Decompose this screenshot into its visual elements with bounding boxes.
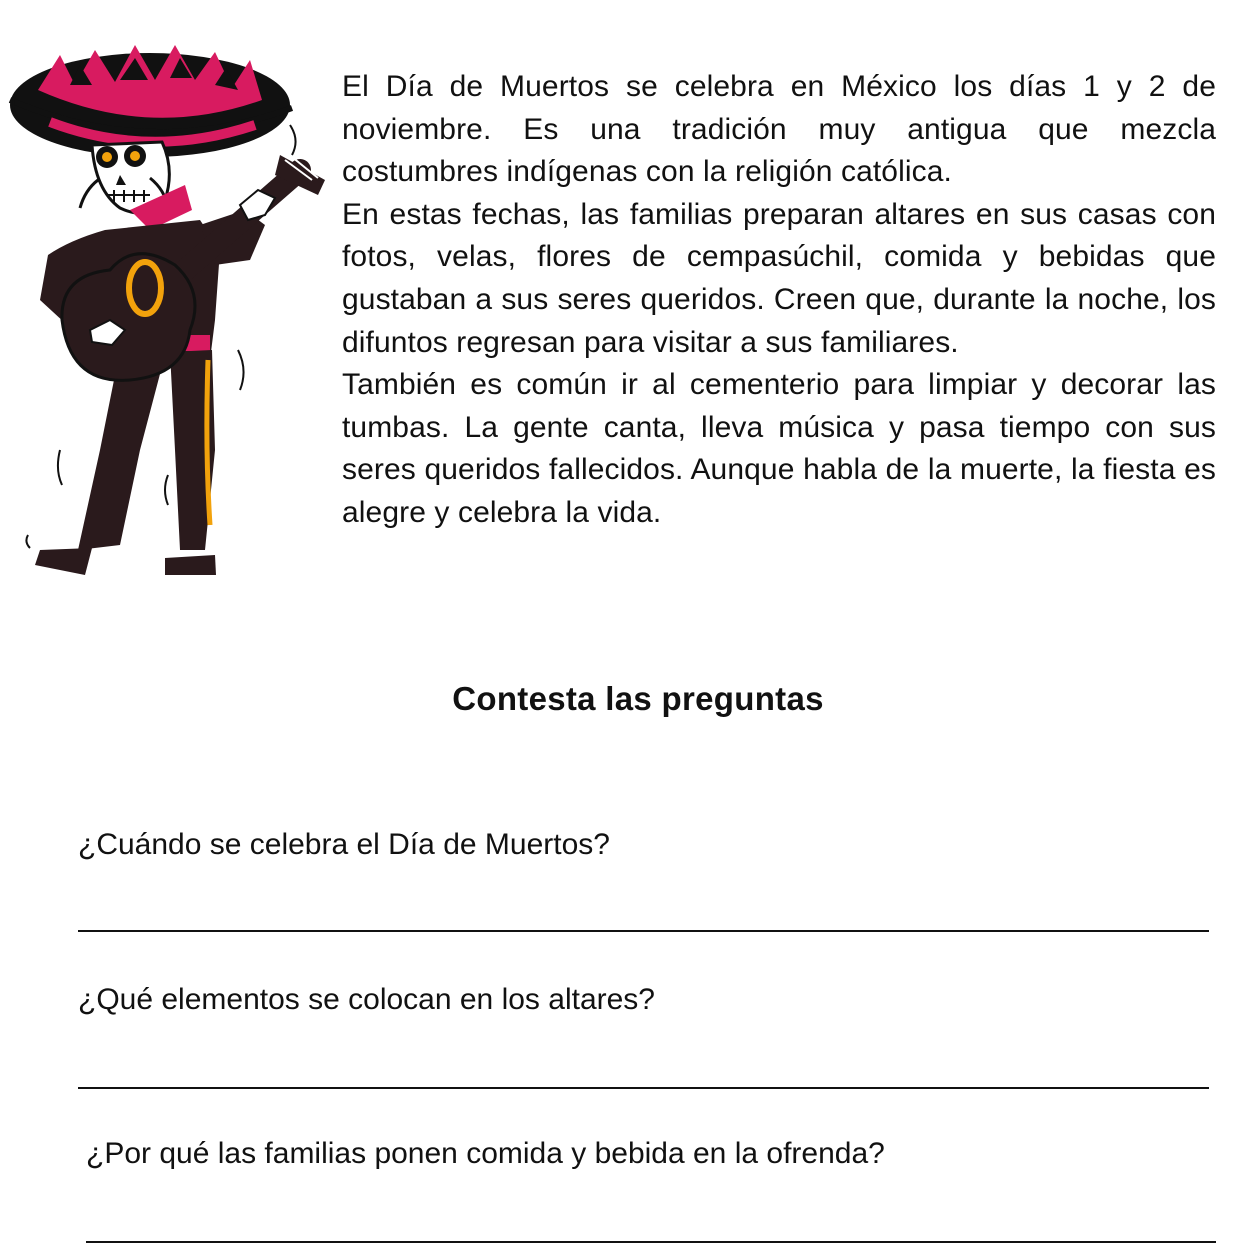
question-3: ¿Por qué las familias ponen comida y bebida en la ofrenda? xyxy=(86,1137,885,1170)
exercise-title: Contesta las preguntas xyxy=(452,680,824,717)
question-1: ¿Cuándo se celebra el Día de Muertos? xyxy=(78,828,610,861)
sombrero xyxy=(10,45,292,157)
reading-paragraph: En estas fechas, las familias preparan altares en sus casas con fotos, velas, flores de cempasúchil, comida y bebidas que gustaban a sus seres queridos. Creen que, durante la noche, los difuntos regresan para visitar a sus familiares. xyxy=(342,197,1216,359)
reading-text xyxy=(342,66,1216,535)
reading-paragraph: El Día de Muertos se celebra en México los días 1 y 2 de noviembre. Es una tradición muy antigua que mezcla costumbres indígenas con la religión católica. xyxy=(342,70,1216,189)
reading-paragraph: También es común ir al cementerio para limpiar y decorar las tumbas. La gente canta, lleva música y pasa tiempo con sus seres queridos fallecidos. Aunque habla de la muerte, la fiesta es alegre y celebra la vida. xyxy=(342,368,1216,529)
answer-line-3[interactable] xyxy=(86,1241,1216,1243)
mariachi-skeleton-guitar-icon xyxy=(0,30,330,590)
question-2: ¿Qué elementos se colocan en los altares? xyxy=(78,983,655,1016)
answer-line-2[interactable] xyxy=(78,1087,1209,1089)
answer-line-1[interactable] xyxy=(78,930,1209,932)
